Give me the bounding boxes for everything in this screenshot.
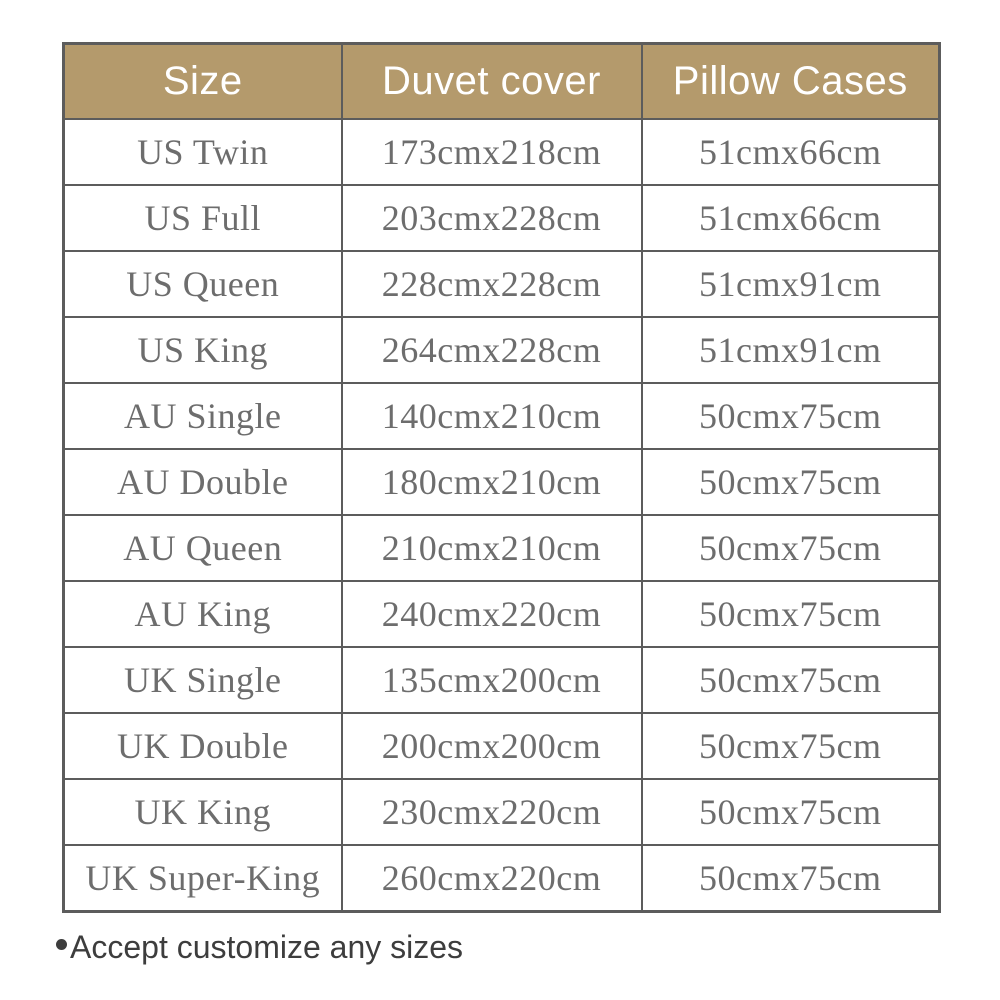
table-row xyxy=(64,251,940,317)
cell-duvet: 200cmx200cm xyxy=(342,713,642,779)
cell-pillow: 51cmx66cm xyxy=(642,185,940,251)
table-row xyxy=(64,515,940,581)
cell-duvet: 203cmx228cm xyxy=(342,185,642,251)
cell-duvet: 260cmx220cm xyxy=(342,845,642,912)
table-row xyxy=(64,845,940,912)
table-row xyxy=(64,779,940,845)
cell-duvet: 173cmx218cm xyxy=(342,119,642,185)
cell-duvet: 180cmx210cm xyxy=(342,449,642,515)
cell-size: US Full xyxy=(64,185,342,251)
cell-pillow: 50cmx75cm xyxy=(642,581,940,647)
cell-duvet: 240cmx220cm xyxy=(342,581,642,647)
cell-size: AU Queen xyxy=(64,515,342,581)
table-body xyxy=(64,119,940,912)
column-header-pillow-cases: Pillow Cases xyxy=(642,44,940,120)
cell-size: UK Super-King xyxy=(64,845,342,912)
cell-pillow: 51cmx91cm xyxy=(642,251,940,317)
customize-note-text: Accept customize any sizes xyxy=(70,929,464,965)
cell-size: AU King xyxy=(64,581,342,647)
table-row xyxy=(64,185,940,251)
cell-pillow: 51cmx91cm xyxy=(642,317,940,383)
bullet-icon xyxy=(56,939,67,950)
cell-size: US Queen xyxy=(64,251,342,317)
table-row xyxy=(64,713,940,779)
table-row xyxy=(64,449,940,515)
cell-size: UK King xyxy=(64,779,342,845)
column-header-duvet-cover: Duvet cover xyxy=(342,44,642,120)
table-row xyxy=(64,119,940,185)
cell-pillow: 50cmx75cm xyxy=(642,713,940,779)
table-row xyxy=(64,647,940,713)
cell-pillow: 50cmx75cm xyxy=(642,647,940,713)
table-row xyxy=(64,317,940,383)
column-header-size: Size xyxy=(64,44,342,120)
cell-duvet: 264cmx228cm xyxy=(342,317,642,383)
cell-size: US King xyxy=(64,317,342,383)
table-header-row xyxy=(64,44,940,120)
size-chart-table xyxy=(62,42,941,913)
cell-size: UK Single xyxy=(64,647,342,713)
customize-note xyxy=(56,930,463,965)
cell-pillow: 50cmx75cm xyxy=(642,383,940,449)
cell-duvet: 230cmx220cm xyxy=(342,779,642,845)
cell-duvet: 140cmx210cm xyxy=(342,383,642,449)
cell-size: AU Single xyxy=(64,383,342,449)
cell-duvet: 228cmx228cm xyxy=(342,251,642,317)
cell-size: AU Double xyxy=(64,449,342,515)
cell-duvet: 135cmx200cm xyxy=(342,647,642,713)
cell-duvet: 210cmx210cm xyxy=(342,515,642,581)
table-row xyxy=(64,383,940,449)
cell-pillow: 50cmx75cm xyxy=(642,449,940,515)
cell-pillow: 50cmx75cm xyxy=(642,845,940,912)
cell-pillow: 51cmx66cm xyxy=(642,119,940,185)
cell-size: UK Double xyxy=(64,713,342,779)
table-row xyxy=(64,581,940,647)
cell-pillow: 50cmx75cm xyxy=(642,515,940,581)
cell-pillow: 50cmx75cm xyxy=(642,779,940,845)
cell-size: US Twin xyxy=(64,119,342,185)
